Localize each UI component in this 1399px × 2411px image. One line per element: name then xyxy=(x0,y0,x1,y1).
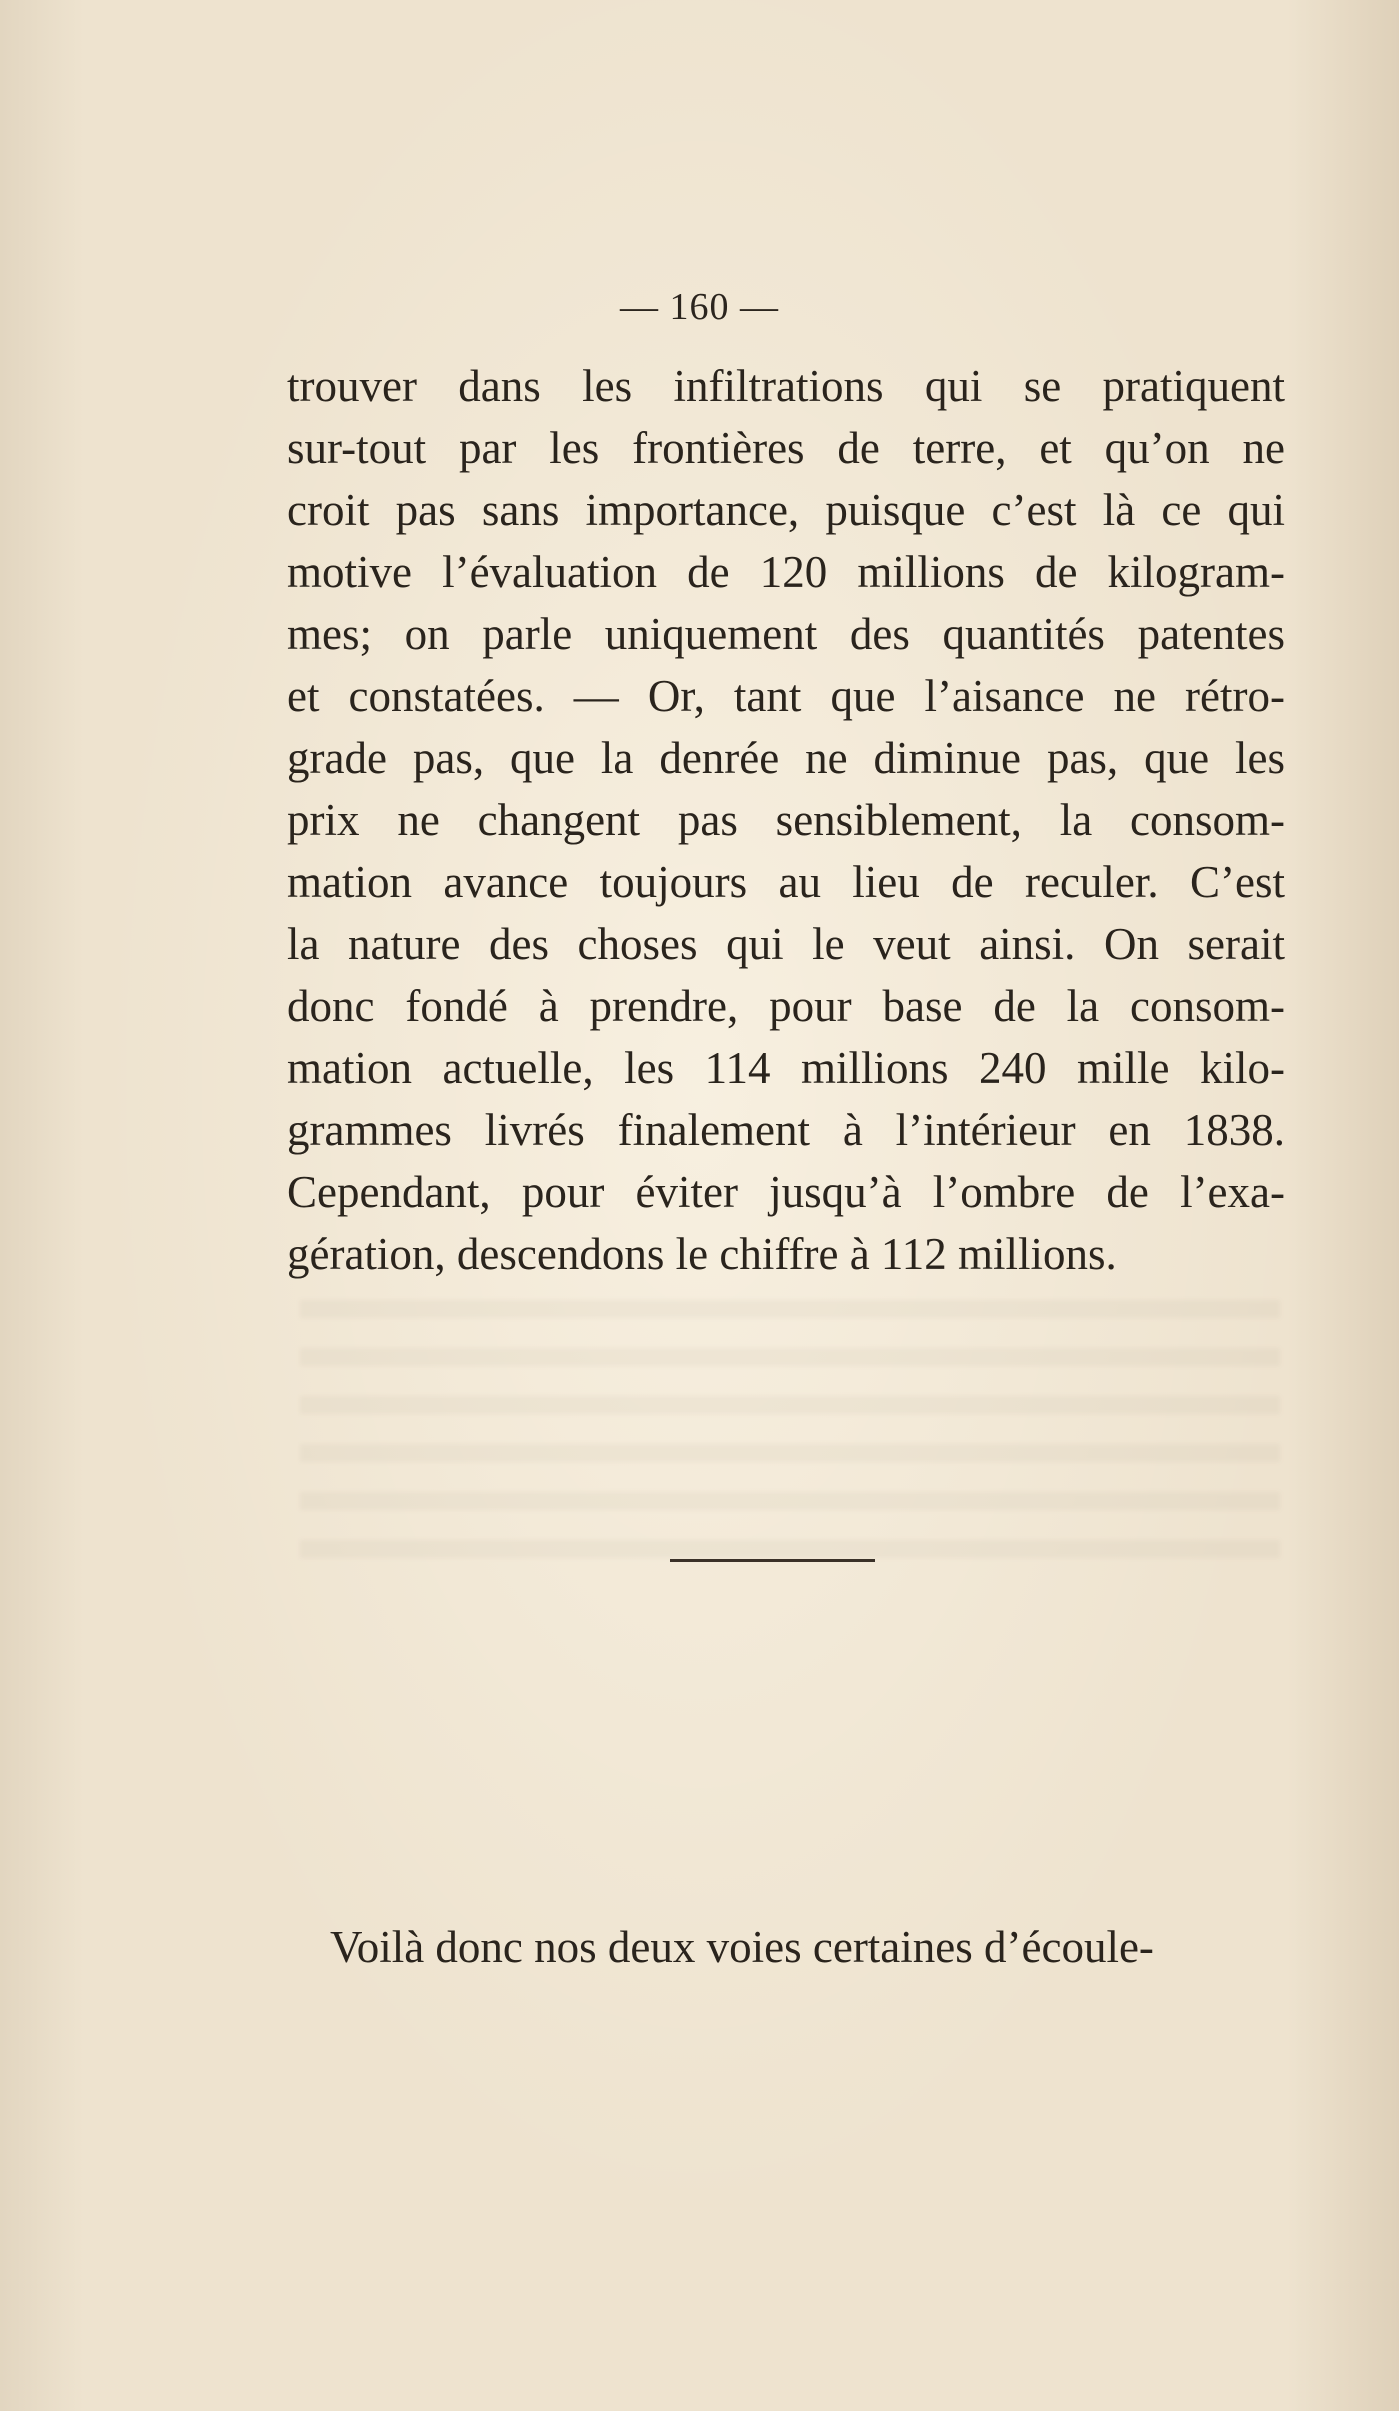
body-paragraph xyxy=(287,355,1285,1285)
text-line-last: gération, descendons le chiffre à 112 millions. xyxy=(287,1229,1117,1279)
show-through-shadow xyxy=(300,1300,1280,1560)
text-line: la nature des choses qui le veut ainsi. On serait xyxy=(287,919,1285,969)
text-line: prix ne changent pas sensiblement, la consom- xyxy=(287,795,1285,845)
text-line: mation actuelle, les 114 millions 240 mille kilo- xyxy=(287,1043,1285,1093)
page-number: — 160 — xyxy=(620,286,779,328)
text-line: croit pas sans importance, puisque c’est là ce qui xyxy=(287,485,1285,535)
text-line: trouver dans les infiltrations qui se pratiquent xyxy=(287,361,1285,411)
text-line: grammes livrés finalement à l’intérieur en 1838. xyxy=(287,1105,1285,1155)
catchline: Voilà donc nos deux voies certaines d’écoule- xyxy=(330,1922,1154,1972)
section-divider-rule xyxy=(670,1559,875,1562)
text-line: mation avance toujours au lieu de reculer. C’est xyxy=(287,857,1285,907)
text-line: donc fondé à prendre, pour base de la consom- xyxy=(287,981,1285,1031)
text-line: mes; on parle uniquement des quantités patentes xyxy=(287,609,1285,659)
text-line: sur-tout par les frontières de terre, et qu’on ne xyxy=(287,423,1285,473)
text-line: grade pas, que la denrée ne diminue pas, que les xyxy=(287,733,1285,783)
text-line: Cependant, pour éviter jusqu’à l’ombre de l’exa- xyxy=(287,1167,1285,1217)
text-line: motive l’évaluation de 120 millions de kilogram- xyxy=(287,547,1285,597)
text-line: et constatées. — Or, tant que l’aisance ne rétro- xyxy=(287,671,1285,721)
